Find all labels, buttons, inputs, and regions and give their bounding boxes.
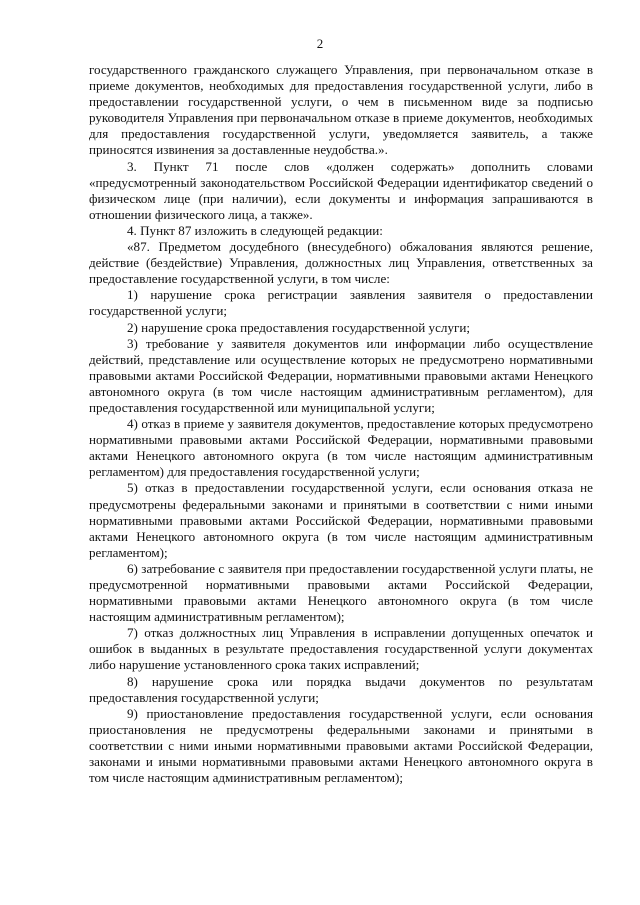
paragraph-item-4: 4. Пункт 87 изложить в следующей редакции:: [127, 222, 383, 238]
paragraph-clause-87: «87. Предметом досудебного (внесудебного) обжалования являются решение, действие (бездействие) Управления, должностных лиц Управления, ответственных за предоставление государственной услуги, в том числе:: [89, 239, 593, 287]
list-item-4: 4) отказ в приеме у заявителя документов, предоставление которых предусмотрено нормативными правовыми актами Российской Федерации, нормативными правовыми актами Ненецкого автономного округа (в том числе настоящим административным регламентом) для предоставления государственной услуги;: [89, 416, 593, 480]
list-item-2: 2) нарушение срока предоставления государственной услуги;: [127, 319, 471, 335]
paragraph-continuation: государственного гражданского служащего Управления, при первоначальном отказе в приеме документов, необходимых для предоставления государственной услуги, либо в предоставлении государственной услуги, о чем в письменном виде за подписью руководителя Управления при первоначальном отказе в приеме документов, необходимых для предоставления государственной услуги, уведомляется заявитель, а также приносятся извинения за доставленные неудобства.».: [89, 62, 593, 158]
list-item-8: 8) нарушение срока или порядка выдачи документов по результатам предоставления государственной услуги;: [89, 673, 593, 705]
document-body: [89, 62, 593, 786]
list-item-9: 9) приостановление предоставления государственной услуги, если основания приостановления не предусмотрены федеральными законами и принятыми в соответствии с ними иными нормативными правовыми актами Российской Федерации, законами и иными нормативными правовыми актами Ненецкого автономного округа в том числе настоящим административным регламентом);: [89, 705, 593, 786]
paragraph-item-3: 3. Пункт 71 после слов «должен содержать» дополнить словами «предусмотренный законодательством Российской Федерации идентификатор сведений о физическом лице (при наличии), если документы и информация запрашиваются в отношении физического лица, а также».: [89, 158, 593, 222]
list-item-3: 3) требование у заявителя документов или информации либо осуществление действий, представление или осуществление которых не предусмотрено нормативными правовыми актами Российской Федерации, нормативными правовыми актами Ненецкого автономного округа (в том числе настоящим административным регламентом), для предоставления государственной или муниципальной услуги;: [89, 335, 593, 415]
list-item-7: 7) отказ должностных лиц Управления в исправлении допущенных опечаток и ошибок в выданных в результате предоставления государственной услуги документах либо нарушение установленного срока таких исправлений;: [89, 625, 593, 673]
list-item-1: 1) нарушение срока регистрации заявления заявителя о предоставлении государственной услуги;: [89, 287, 593, 319]
list-item-6: 6) затребование с заявителя при предоставлении государственной услуги платы, не предусмотренной нормативными правовыми актами Российской Федерации, нормативными правовыми актами Ненецкого автономного округа (в том числе настоящим административным регламентом);: [89, 560, 593, 625]
page-number: 2: [316, 36, 324, 51]
list-item-5: 5) отказ в предоставлении государственной услуги, если основания отказа не предусмотрены федеральными законами и принятыми в соответствии с ними иными нормативными правовыми актами Российской Федерации, нормативными правовыми актами Ненецкого автономного округа (в том числе настоящим административным регламентом);: [89, 480, 593, 560]
